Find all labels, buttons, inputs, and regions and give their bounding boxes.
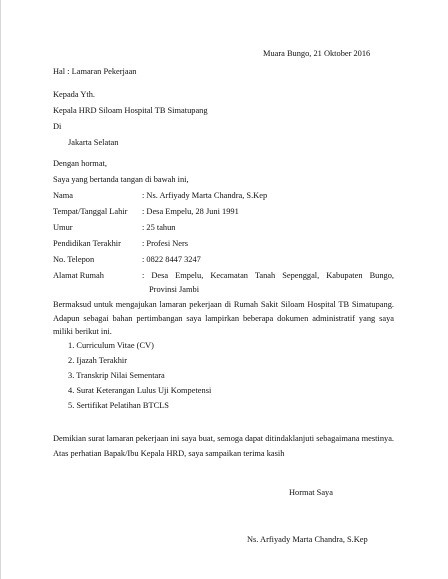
recipient-greeting: Kepada Yth. [53, 90, 96, 99]
list-item: 3. Transkrip Nilai Sementara [68, 371, 165, 380]
subject-line: Hal : Lamaran Pekerjaan [53, 67, 137, 76]
identity-label: Umur [53, 223, 73, 232]
recipient-di: Di [53, 122, 62, 131]
closing-paragraph: Demikian surat lamaran pekerjaan ini saya buat, semoga dapat ditindaklanjuti sebagaimana mestinya. Atas perhatian Bapak/Ibu Kepala HRD, saya sampaikan terima kasih [53, 434, 394, 458]
identity-label: Nama [53, 191, 73, 200]
recipient-city: Jakarta Selatan [68, 138, 119, 147]
identity-label: No. Telepon [53, 255, 95, 264]
regards: Hormat Saya [289, 488, 333, 497]
signature-name: Ns. Arfiyady Marta Chandra, S.Kep [247, 535, 368, 544]
list-item: 5. Sertifikat Pelatihan BTCLS [68, 401, 169, 410]
identity-label: Pendidikan Terakhir [53, 239, 121, 248]
salutation: Dengan hormat, [53, 159, 107, 168]
identity-value: : Ns. Arfiyady Marta Chandra, S.Kep [142, 191, 268, 200]
intro-line: Saya yang bertanda tangan di bawah ini, [53, 175, 189, 184]
list-item: 2. Ijazah Terakhir [68, 356, 128, 365]
identity-value: : Desa Empelu, Kecamatan Tanah Sepenggal, Kabupaten Bungo, [142, 271, 394, 280]
recipient-name: Kepala HRD Siloam Hospital TB Simatupang [53, 106, 208, 115]
place-date: Muara Bungo, 21 Oktober 2016 [263, 49, 371, 58]
identity-value: : 25 tahun [142, 223, 176, 232]
identity-value: : 0822 8447 3247 [142, 255, 201, 264]
identity-value: : Profesi Ners [142, 239, 189, 248]
body-paragraph: Bermaksud untuk mengajukan lamaran pekerjaan di Rumah Sakit Siloam Hospital TB Simatupang. Adapun sebagai bahan pertimbangan saya lampirkan beberapa dokumen administratif yang saya miliki berikut ini. [53, 300, 394, 336]
list-item: 1. Curriculum Vitae (CV) [68, 341, 154, 350]
list-item: 4. Surat Keterangan Lulus Uji Kompetensi [68, 386, 212, 395]
identity-value-continued: Provinsi Jambi [149, 285, 200, 294]
identity-value: : Desa Empelu, 28 Juni 1991 [142, 207, 239, 216]
identity-label: Tempat/Tanggal Lahir [53, 207, 128, 216]
identity-label: Alamat Rumah [53, 271, 104, 280]
